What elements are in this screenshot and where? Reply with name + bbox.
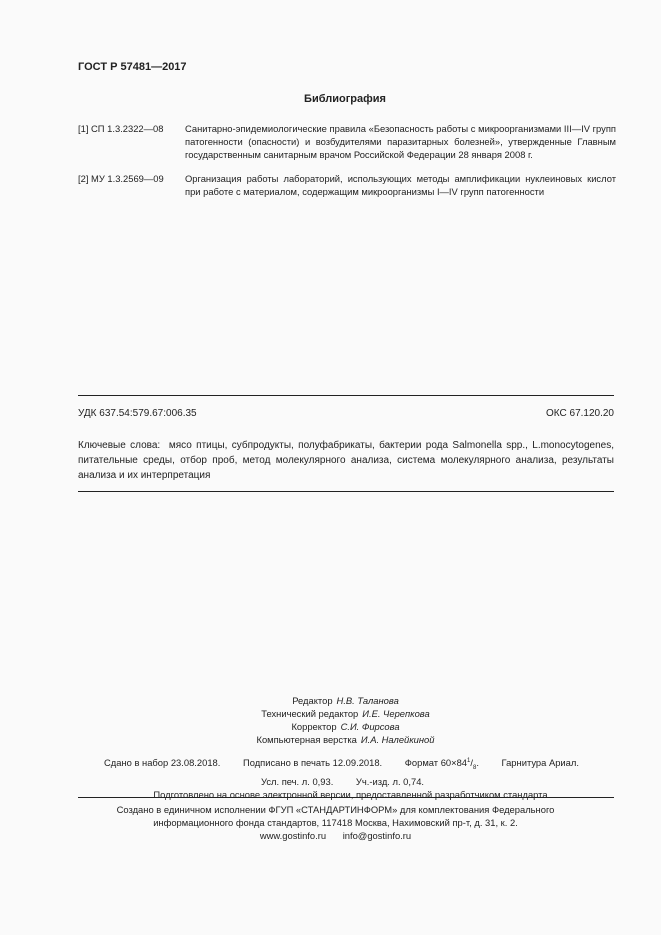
imprint [0,755,661,801]
keywords-label: Ключевые слова: [78,440,161,451]
prepared-note: Подготовлено на основе электронной версии, предоставленной разработчиком стандарта [153,789,548,800]
oks-code: ОКС 67.120.20 [546,408,614,419]
pub-sheets: Уч.-изд. л. 0,74. [355,776,425,787]
divider [78,491,614,492]
format-num: 1 [467,758,471,764]
credit-name: И.Е. Черепкова [362,708,430,719]
credit-name: И.А. Налейкиной [360,734,435,745]
credit-role: Технический редактор [261,708,359,719]
footer-line-1: Создано в единичном исполнении ФГУП «СТАНДАРТИНФОРМ» для комплектования Федерального [116,804,555,815]
credit-role: Корректор [291,721,337,732]
credit-name: С.И. Фирсова [340,721,400,732]
divider [78,395,614,396]
bibliography-text: Санитарно-эпидемиологические правила «Безопасность работы с микроорганизмами III—IV групп патогенности (опасности) и возбудителями паразитарных болезней», утвержденные Главным государственным санитарным врачом Российской Федерации 28 января 2008 г. [185,123,616,160]
bibliography-ref: [2] МУ 1.3.2569—09 [78,173,164,184]
format: Формат $60\times 84^1/_8$. [404,757,479,771]
website-link[interactable]: www.gostinfo.ru [259,830,327,841]
print-sheets: Усл. печ. л. 0,93. [261,776,334,787]
credit-name: Н.В. Таланова [336,695,399,706]
section-title: Библиография [304,93,386,105]
credits [0,694,661,746]
divider [78,797,614,798]
credit-role: Редактор [292,695,333,706]
credit-editor [0,694,661,707]
format-den: 8 [472,765,477,771]
signed-date: Подписано в печать 12.09.2018. [242,757,383,769]
footer-line-2: информационного фонда стандартов, 117418 Москва, Нахимовский пр-т, д. 31, к. 2. [153,817,518,828]
bibliography-entry-2 [78,172,616,198]
typeface: Гарнитура Ариал. [501,757,579,769]
bibliography-ref: [1] СП 1.3.2322—08 [78,123,164,134]
footer [0,803,661,842]
keywords [78,438,614,483]
format-suffix: . [476,757,479,769]
email-link[interactable]: info@gostinfo.ru [342,830,412,841]
credit-tech-editor [0,707,661,720]
format-prefix: Формат 60×84 [404,757,468,769]
bibliography-text: Организация работы лабораторий, использующих методы амплификации нуклеиновых кислот при работе с материалом, содержащим микроорганизмы I—IV групп патогенности [185,173,616,197]
submitted-date: Сдано в набор 23.08.2018. [104,757,221,769]
udc-code: УДК 637.54:579.67:006.35 [78,408,197,419]
keywords-text: мясо птицы, субпродукты, полуфабрикаты, бактерии рода Salmonella spp., L.monocytogenes, питательные среды, отбор проб, метод молекулярного анализа, система молекулярного анализа, результаты анализа и их интерпретация [78,440,614,481]
bibliography-entry-1 [78,122,616,161]
footer-links [10,829,661,842]
document-id: ГОСТ Р 57481—2017 [78,61,187,73]
credit-layout [0,733,661,746]
credit-proofreader [0,720,661,733]
credit-role: Компьютерная верстка [256,734,357,745]
